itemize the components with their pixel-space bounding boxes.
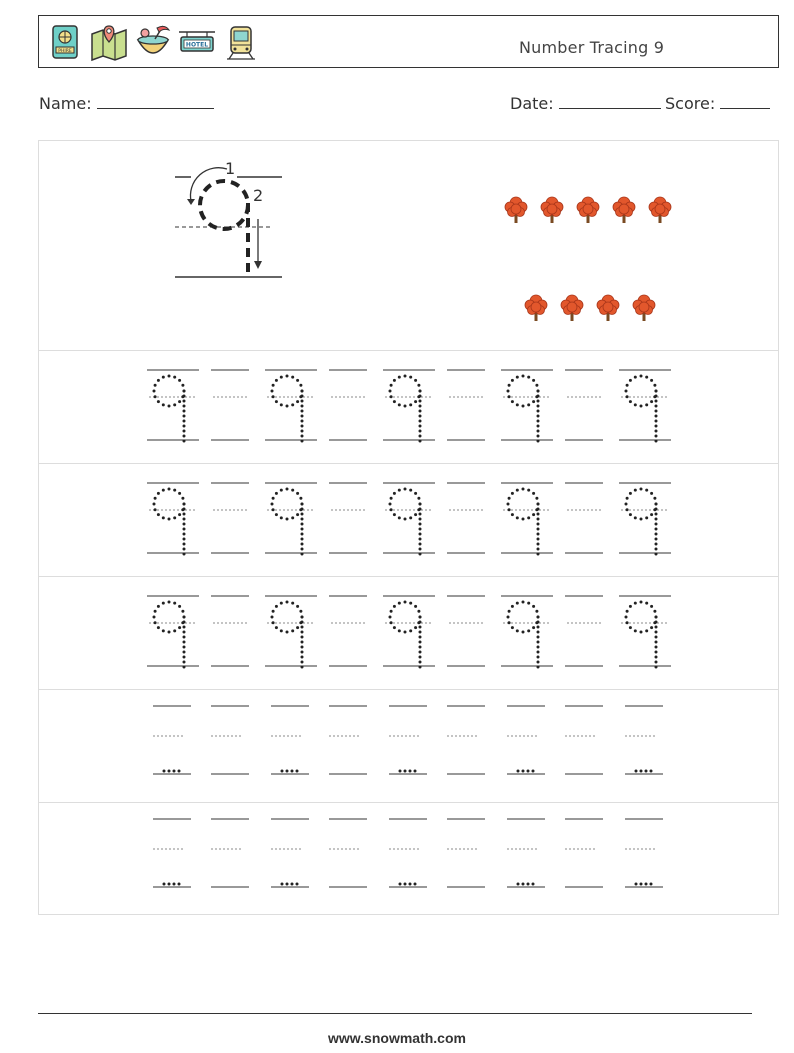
hotel-sign-icon xyxy=(177,22,217,62)
trace-row-3-canvas[interactable] xyxy=(39,577,778,690)
dotted-digit-9 xyxy=(389,375,422,443)
passport-icon xyxy=(45,22,85,62)
demo-row-canvas xyxy=(39,141,778,350)
dotted-digit-9 xyxy=(507,601,540,669)
map-pin-icon xyxy=(89,22,129,62)
dotted-digit-9 xyxy=(625,601,658,669)
dotted-digit-9 xyxy=(153,488,186,556)
counting-trees xyxy=(505,197,671,321)
tree-icon xyxy=(505,197,527,223)
demo-row xyxy=(39,141,778,350)
header-icons xyxy=(45,22,261,62)
stroke-number-2: 2 xyxy=(253,186,264,205)
score-blank[interactable] xyxy=(720,95,770,109)
dotted-digit-9 xyxy=(153,375,186,443)
page-title: Number Tracing 9 xyxy=(519,38,665,57)
practice-row-1-canvas[interactable] xyxy=(39,690,778,803)
practice-row-2-canvas[interactable] xyxy=(39,803,778,916)
dotted-digit-9 xyxy=(507,375,540,443)
footer-website[interactable]: www.snowmath.com xyxy=(328,1030,466,1046)
dotted-digit-9 xyxy=(271,488,304,556)
tree-icon xyxy=(577,197,599,223)
hotel-sign-label: HOTEL xyxy=(185,41,209,49)
tram-icon xyxy=(221,22,261,62)
dotted-digit-9 xyxy=(389,488,422,556)
dotted-digit-9 xyxy=(507,488,540,556)
stroke-order-guide xyxy=(175,159,282,277)
trace-row-3 xyxy=(39,576,778,689)
tree-icon xyxy=(613,197,635,223)
trace-row-1 xyxy=(39,350,778,463)
tree-icon xyxy=(597,295,619,321)
trace-row-1-canvas[interactable] xyxy=(39,351,778,464)
practice-row-2 xyxy=(39,802,778,915)
tree-icon xyxy=(541,197,563,223)
score-label: Score: xyxy=(665,94,716,113)
stroke-number-1: 1 xyxy=(225,159,236,178)
footer-divider xyxy=(38,1013,752,1014)
dotted-digit-9 xyxy=(271,601,304,669)
trace-row-2 xyxy=(39,463,778,576)
date-label: Date: xyxy=(510,94,554,113)
dotted-digit-9 xyxy=(153,601,186,669)
worksheet-header xyxy=(38,15,779,68)
coconut-drink-icon xyxy=(133,22,173,62)
dotted-digit-9 xyxy=(271,375,304,443)
date-field xyxy=(510,94,661,113)
passport-label: PHIRE xyxy=(58,49,72,54)
name-label: Name: xyxy=(39,94,92,113)
tree-icon xyxy=(561,295,583,321)
tree-icon xyxy=(649,197,671,223)
practice-sheet xyxy=(38,140,779,915)
date-blank[interactable] xyxy=(559,95,661,109)
score-field xyxy=(665,94,770,113)
dotted-digit-9 xyxy=(625,488,658,556)
tree-icon xyxy=(633,295,655,321)
name-blank[interactable] xyxy=(97,95,214,109)
trace-row-2-canvas[interactable] xyxy=(39,464,778,577)
tree-icon xyxy=(525,295,547,321)
dotted-digit-9 xyxy=(625,375,658,443)
practice-row-1 xyxy=(39,689,778,802)
name-field xyxy=(39,94,214,113)
dotted-digit-9 xyxy=(389,601,422,669)
